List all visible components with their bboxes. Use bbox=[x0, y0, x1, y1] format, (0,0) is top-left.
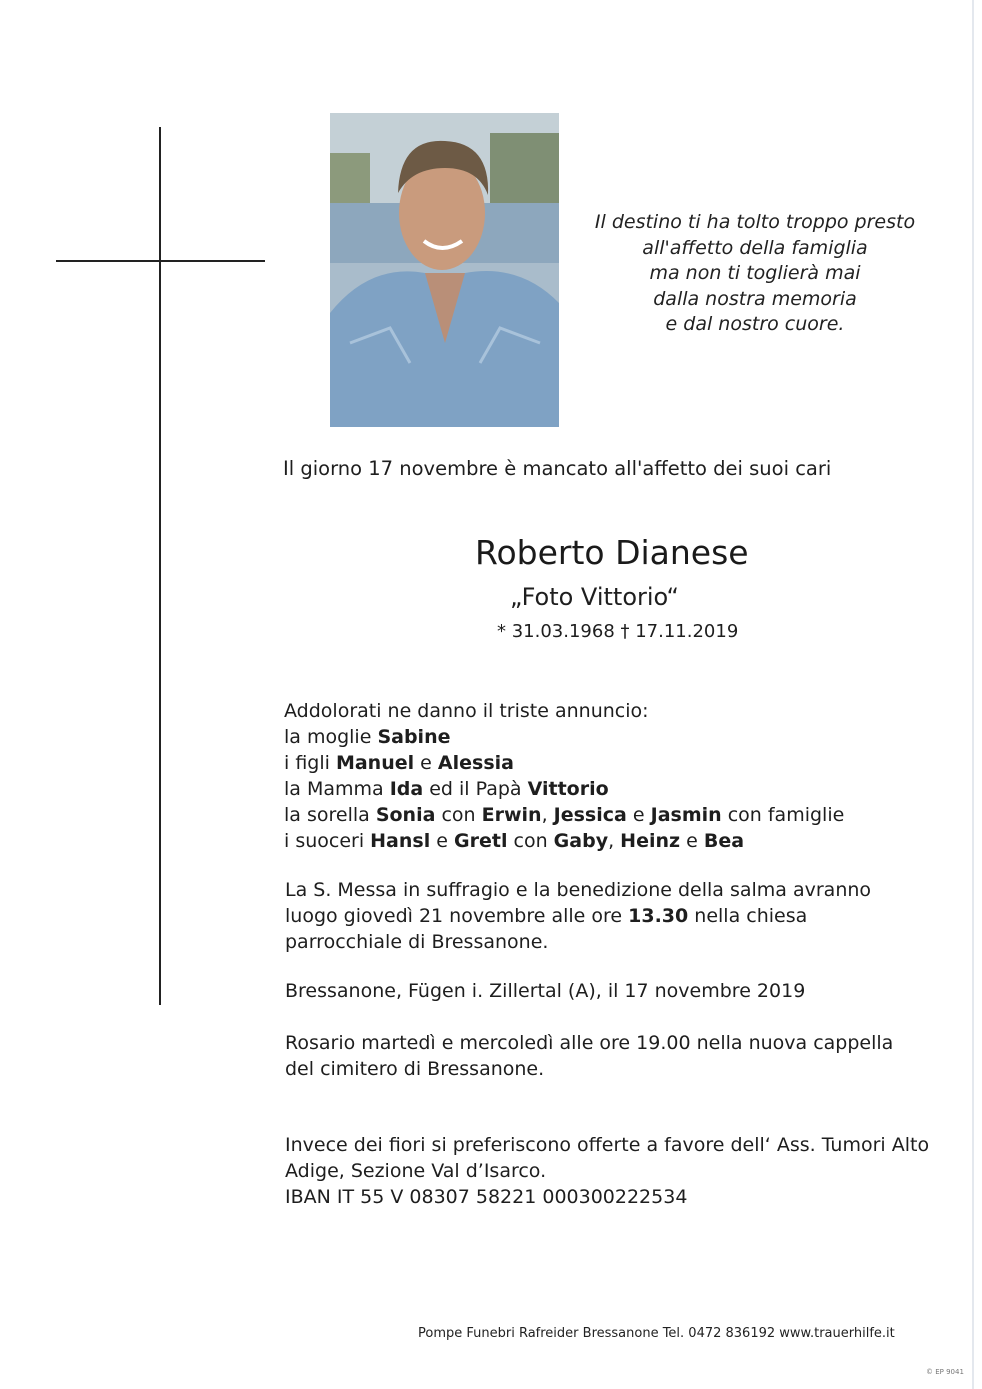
quote-line: ma non ti toglierà mai bbox=[649, 262, 861, 284]
cross-horizontal-bar bbox=[56, 260, 265, 262]
family-line-sister: la sorella Sonia con Erwin, Jessica e Jasmin con famiglie bbox=[284, 804, 845, 826]
donation-line: Invece dei fiori si preferiscono offerte a favore dell‘ Ass. Tumori Alto bbox=[285, 1134, 930, 1156]
deceased-nickname: „Foto Vittorio“ bbox=[510, 583, 679, 611]
announcement-intro: Il giorno 17 novembre è mancato all'affetto dei suoi cari bbox=[283, 457, 832, 480]
family-list bbox=[284, 698, 844, 854]
cross-vertical-bar bbox=[159, 127, 161, 1005]
iban-line: IBAN IT 55 V 08307 58221 000300222534 bbox=[285, 1186, 688, 1208]
memorial-quote bbox=[575, 210, 935, 338]
quote-line: all'affetto della famiglia bbox=[642, 236, 868, 259]
mass-announcement: La S. Messa in suffragio e la benedizione della salma avranno luogo giovedì 21 novembre alle ore 13.30 nella chiesa parrocchiale di Bressanone. bbox=[285, 879, 872, 953]
print-code: © EP 9041 bbox=[926, 1368, 964, 1376]
deceased-name: Roberto Dianese bbox=[475, 533, 749, 572]
donation-line: Adige, Sezione Val d’Isarco. bbox=[285, 1160, 547, 1182]
portrait-photo bbox=[330, 113, 559, 427]
family-line-in-laws: i suoceri Hansl e Gretl con Gaby, Heinz e Bea bbox=[284, 830, 745, 852]
quote-line: e dal nostro cuore. bbox=[665, 313, 845, 335]
donation-notice bbox=[285, 1132, 935, 1210]
rosary-notice: Rosario martedì e mercoledì alle ore 19.00 nella nuova cappella del cimitero di Bressanone. bbox=[285, 1032, 894, 1080]
family-line-children: i figli Manuel e Alessia bbox=[284, 752, 514, 774]
family-line-wife: la moglie Sabine bbox=[284, 726, 451, 748]
quote-line: Il destino ti ha tolto troppo presto bbox=[594, 211, 916, 233]
quote-line: dalla nostra memoria bbox=[653, 287, 857, 310]
place-and-date: Bressanone, Fügen i. Zillertal (A), il 17 novembre 2019 bbox=[285, 980, 806, 1002]
page-edge bbox=[972, 0, 974, 1389]
life-dates: * 31.03.1968 † 17.11.2019 bbox=[497, 621, 739, 642]
family-intro-line: Addolorati ne danno il triste annuncio: bbox=[284, 700, 649, 722]
funeral-home-footer: Pompe Funebri Rafreider Bressanone Tel. 0472 836192 www.trauerhilfe.it bbox=[418, 1326, 895, 1341]
family-line-parents: la Mamma Ida ed il Papà Vittorio bbox=[284, 778, 609, 800]
